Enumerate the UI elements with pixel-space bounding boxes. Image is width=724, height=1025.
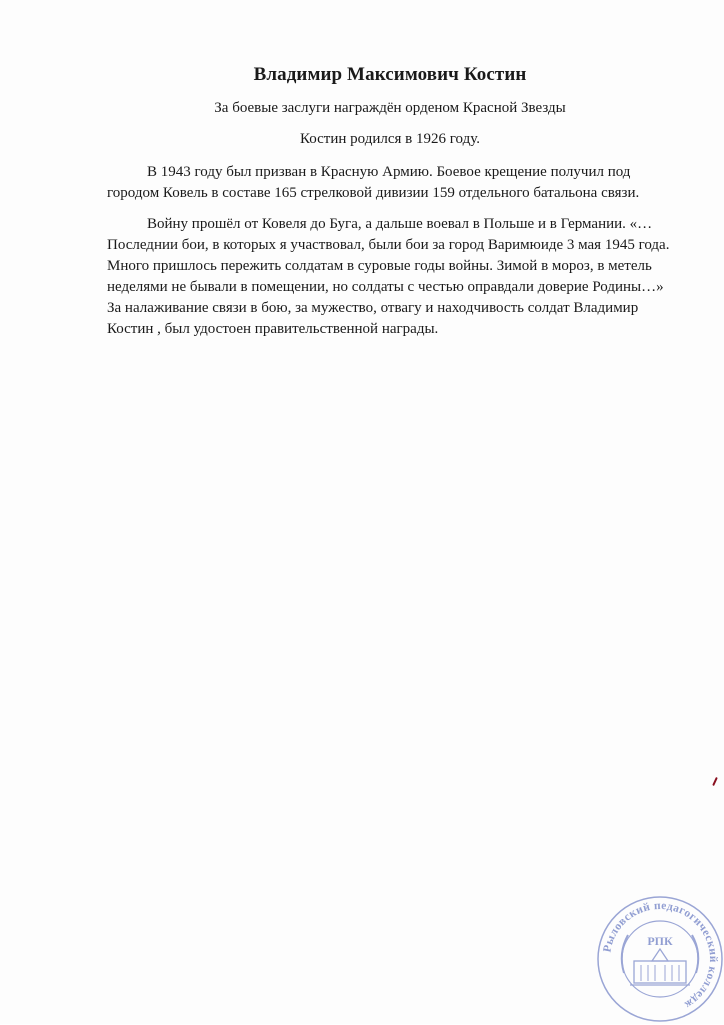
- college-stamp: [594, 893, 724, 1025]
- paragraph-war-path: Войну прошёл от Ковеля до Буга, а дальше воевал в Польше и в Германии. «…Последнии бои, в которых я участвовал, были бои за город Варимюиде 3 мая 1945 года. Много пришлось пережить солдатам в суровые годы войны. Зимой в мороз, в метель неделями не бывали в помещении, но солдаты с честью оправдали доверие Родины…» За налаживание связи в бою, за мужество, отвагу и находчивость солдат Владимир Костин , был удостоен правительственной награды.: [107, 216, 670, 337]
- birth-line: Костин родился в 1926 году.: [300, 131, 480, 147]
- document-title: Владимир Максимович Костин: [253, 64, 527, 85]
- document-body: [107, 64, 673, 350]
- stamp-center-text: РПК: [647, 934, 673, 948]
- ink-speck: [712, 777, 718, 786]
- paragraph-conscription: В 1943 году был призван в Красную Армию. Боевое крещение получил под городом Ковель в составе 165 стрелковой дивизии 159 отдельного батальона связи.: [107, 164, 640, 201]
- stamp-ring-text: Рыловский педагогический колледж: [601, 899, 720, 1011]
- award-line: За боевые заслуги награждён орденом Красной Звезды: [214, 100, 566, 116]
